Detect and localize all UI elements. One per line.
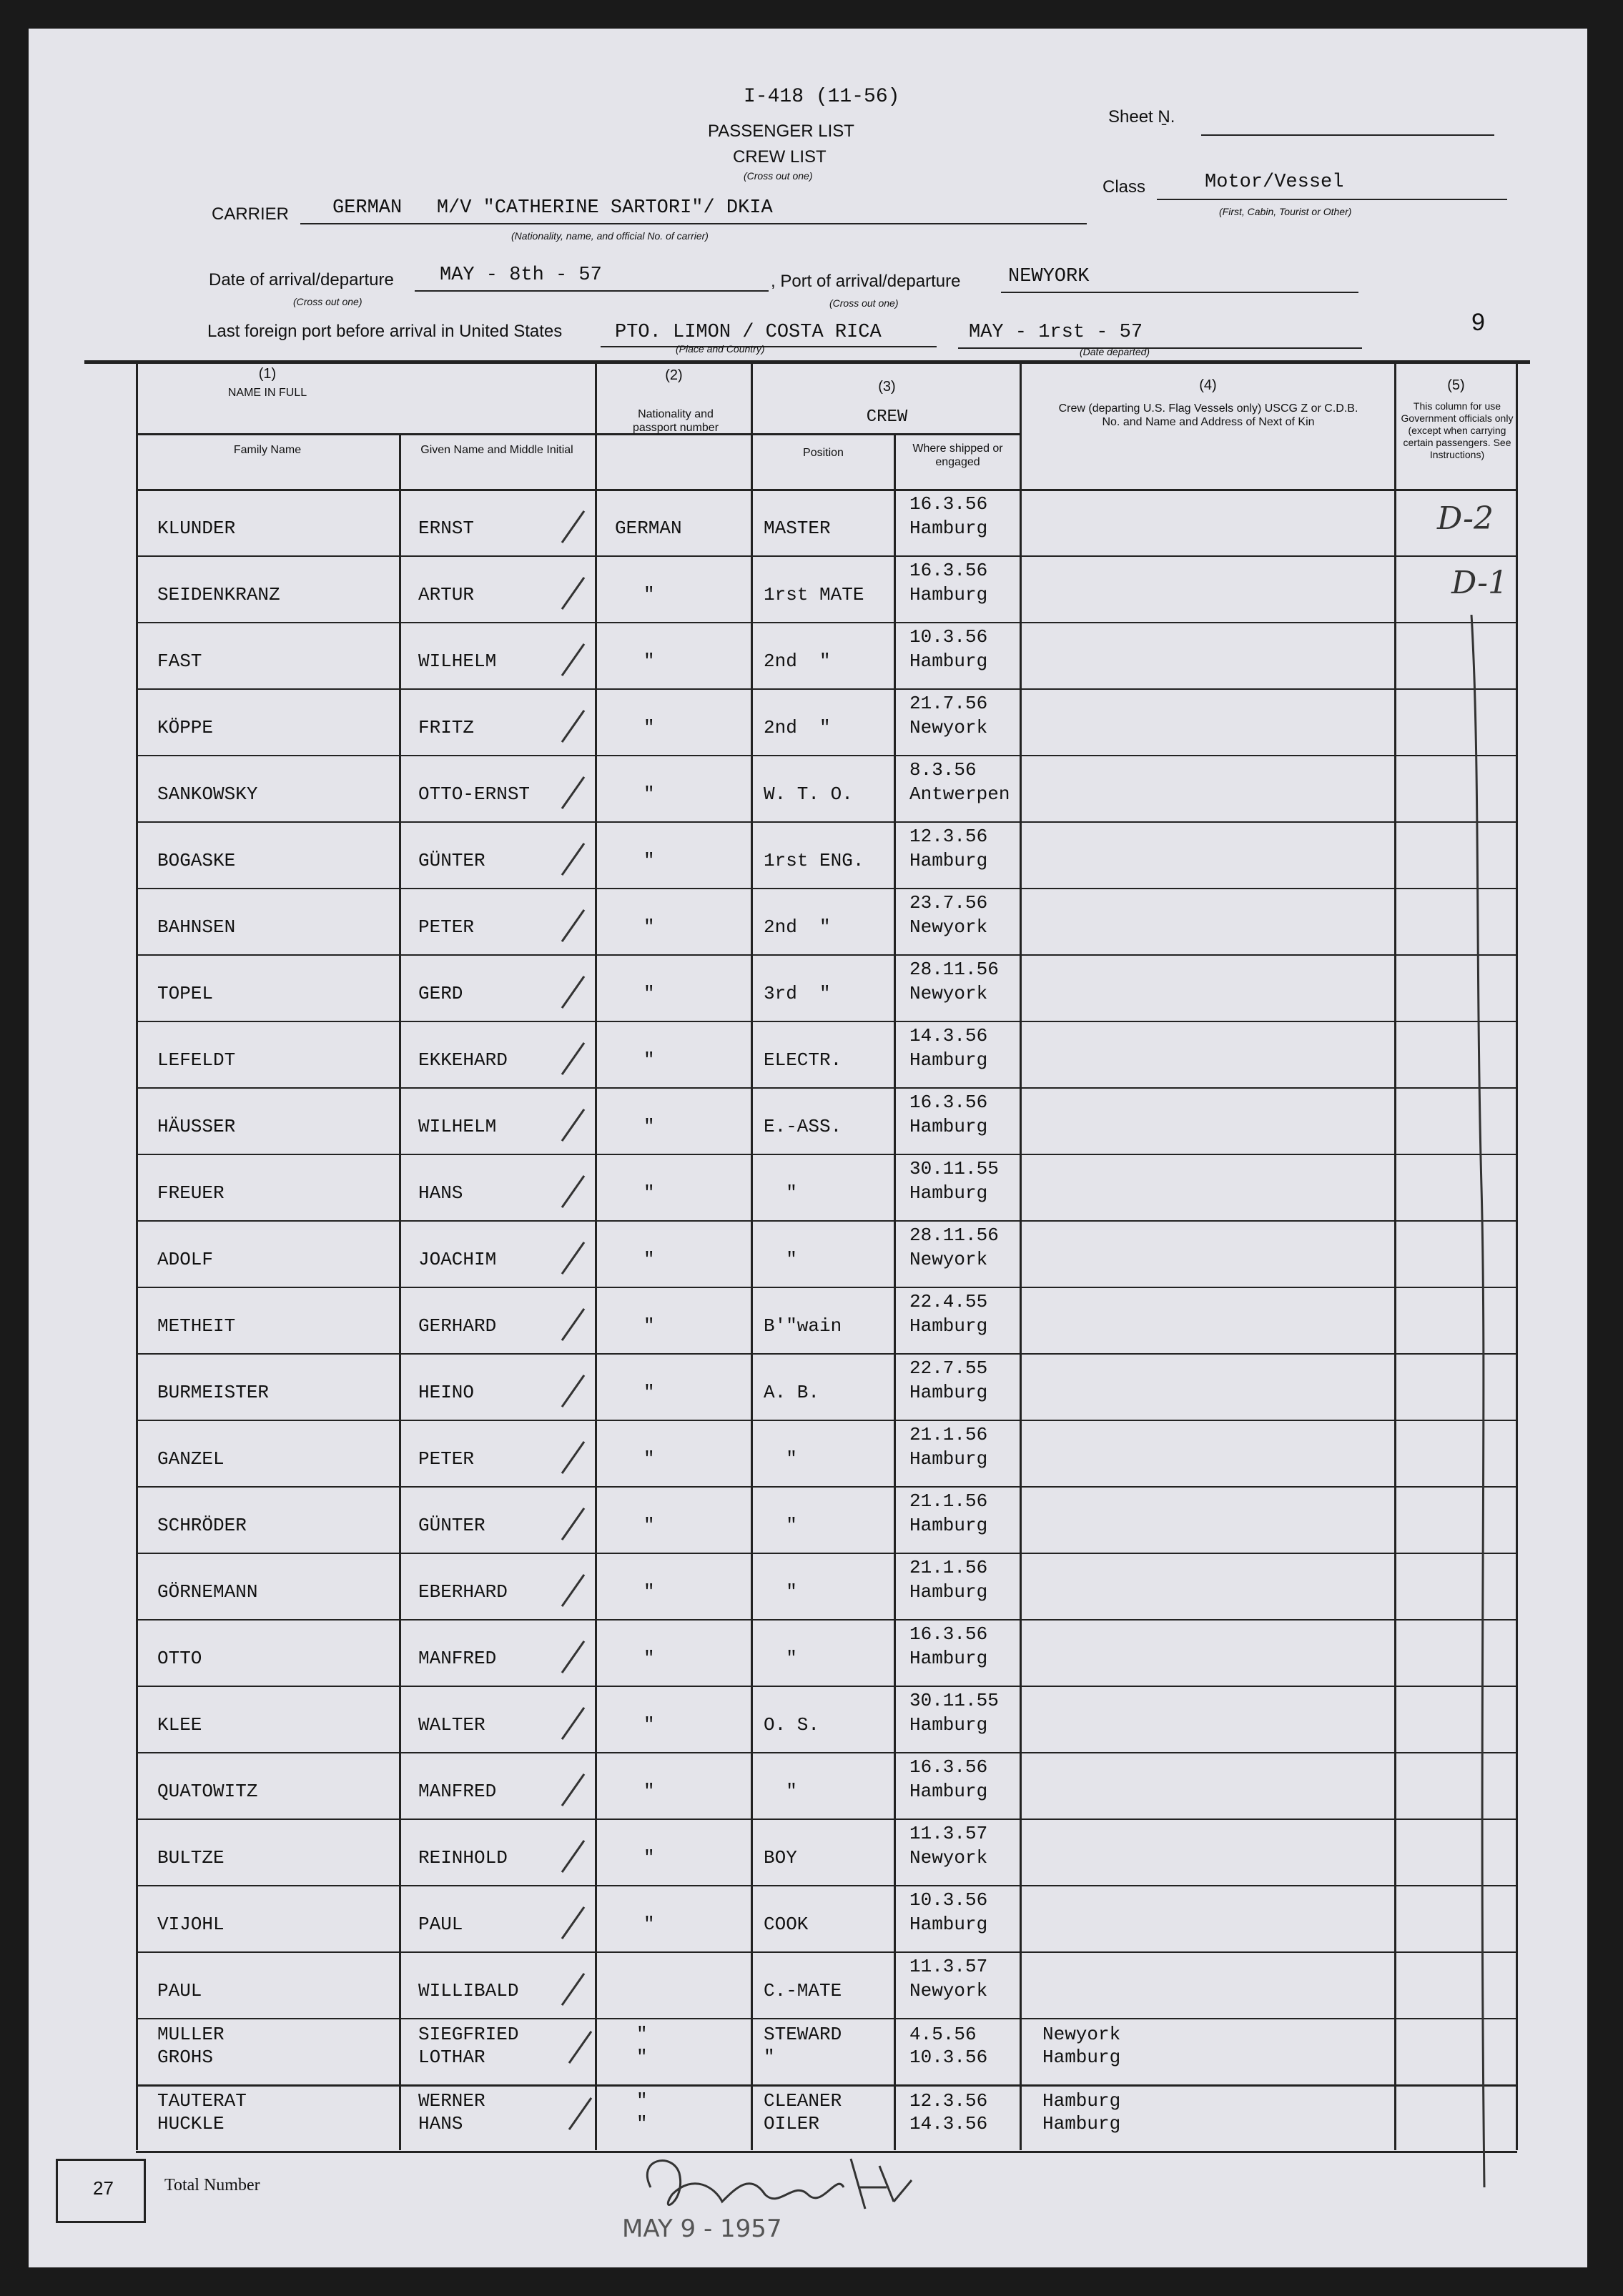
col-line-nat	[751, 363, 753, 2150]
port-label: , Port of arrival/departure	[771, 272, 961, 291]
check-mark	[561, 1308, 585, 1341]
family-name: OTTO	[157, 1648, 202, 1669]
given-name: HANS	[418, 2113, 463, 2134]
nationality: "	[636, 2113, 648, 2134]
position: "	[764, 1581, 797, 1603]
shipped-place: Newyork	[909, 717, 988, 738]
shipped-date: 14.3.56	[909, 1025, 988, 1046]
family-name: GROHS	[157, 2047, 214, 2068]
row-rule	[136, 1686, 1517, 1687]
next-of-kin: Hamburg	[1042, 2047, 1121, 2068]
check-mark	[561, 1109, 585, 1142]
given-name: REINHOLD	[418, 1847, 508, 1869]
shipped-date: 10.3.56	[909, 626, 988, 648]
family-name: ADOLF	[157, 1249, 214, 1270]
position: 2nd "	[764, 717, 831, 738]
shipped-date: 21.7.56	[909, 693, 988, 714]
row-rule	[136, 1885, 1517, 1886]
nationality: "	[643, 1116, 655, 1137]
row-rule	[136, 954, 1517, 956]
family-name: BAHNSEN	[157, 916, 236, 938]
col3-subrule	[751, 433, 1021, 435]
shipped-date: 21.1.56	[909, 1490, 988, 1512]
family-name: KLUNDER	[157, 518, 236, 539]
class-label: Class	[1102, 177, 1146, 197]
class-line	[1157, 199, 1507, 200]
row-rule	[136, 888, 1517, 889]
shipped-date: 10.3.56	[909, 2047, 988, 2068]
nationality: "	[643, 850, 655, 871]
check-mark	[561, 1375, 585, 1407]
shipped-place: Hamburg	[909, 1049, 988, 1071]
nationality: "	[643, 916, 655, 938]
col4-title: Crew (departing U.S. Flag Vessels only) USCG Z or C.D.B. No. and Name and Address of Next of Kin	[1058, 402, 1358, 428]
shipped-date: 23.7.56	[909, 892, 988, 914]
given-name: LOTHAR	[418, 2047, 485, 2068]
table-top-rule	[84, 360, 1530, 364]
col3-title: CREW	[866, 407, 908, 427]
shipped-place: Hamburg	[909, 1515, 988, 1536]
row-rule	[136, 2018, 1517, 2019]
nationality: "	[636, 2047, 648, 2068]
given-name: WILHELM	[418, 1116, 497, 1137]
nationality: "	[643, 650, 655, 672]
position: 2nd "	[764, 650, 831, 672]
received-stamp: MAY 9 - 1957	[622, 2215, 782, 2243]
check-mark	[561, 1042, 585, 1075]
position: 1rst MATE	[764, 584, 864, 605]
header-bottom-rule	[136, 489, 1517, 491]
col3-where-head: Where shipped or engaged	[912, 442, 1003, 468]
col1-given-head: Given Name and Middle Initial	[420, 444, 573, 456]
nationality: "	[643, 1182, 655, 1204]
carrier-label: CARRIER	[212, 204, 290, 224]
nationality: "	[643, 983, 655, 1004]
shipped-date: 11.3.57	[909, 1956, 988, 1977]
col-line-left	[136, 363, 138, 2150]
shipped-date: 21.1.56	[909, 1557, 988, 1578]
check-mark	[561, 1973, 585, 2006]
handwritten-continuation-line	[1466, 615, 1494, 2202]
check-mark	[561, 1707, 585, 1740]
port-value: NEWYORK	[1008, 266, 1090, 287]
annotation-d1: D-1	[1451, 565, 1508, 601]
row-rule	[136, 555, 1517, 557]
row-rule	[136, 1619, 1517, 1620]
last-port-line	[601, 346, 937, 347]
family-name: MULLER	[157, 2024, 225, 2045]
position: BOY	[764, 1847, 797, 1869]
position: O. S.	[764, 1714, 820, 1736]
shipped-date: 16.3.56	[909, 1756, 988, 1778]
shipped-place: Hamburg	[909, 650, 988, 672]
shipped-date: 8.3.56	[909, 759, 977, 781]
last-port-value: PTO. LIMON / COSTA RICA	[615, 322, 882, 343]
check-mark	[561, 909, 585, 942]
col1-title: NAME IN FULL	[227, 387, 307, 399]
check-mark	[561, 710, 585, 743]
given-name: FRITZ	[418, 717, 475, 738]
shipped-place: Newyork	[909, 916, 988, 938]
check-mark	[561, 776, 585, 809]
nationality: "	[643, 1714, 655, 1736]
given-name: HEINO	[418, 1382, 475, 1403]
shipped-place: Antwerpen	[909, 783, 1010, 805]
row-rule	[136, 688, 1517, 690]
passenger-list-title: PASSENGER LIST	[708, 122, 854, 141]
position: "	[764, 1448, 797, 1470]
date-hint: (Cross out one)	[293, 296, 362, 307]
position: 2nd "	[764, 916, 831, 938]
shipped-place: Hamburg	[909, 1648, 988, 1669]
cross-out-hint: (Cross out one)	[744, 170, 813, 182]
given-name: GÜNTER	[418, 1515, 485, 1536]
shipped-date: 16.3.56	[909, 1623, 988, 1645]
row-rule	[136, 1486, 1517, 1488]
shipped-place: Hamburg	[909, 1714, 988, 1736]
shipped-place: Hamburg	[909, 518, 988, 539]
check-mark	[561, 577, 585, 610]
col-line-right	[1516, 363, 1518, 2150]
col3-position-head: Position	[803, 447, 844, 459]
nationality: "	[643, 717, 655, 738]
shipped-place: Newyork	[909, 983, 988, 1004]
nationality: "	[636, 2024, 648, 2045]
position: "	[764, 1515, 797, 1536]
position: STEWARD	[764, 2024, 842, 2045]
class-value: Motor/Vessel	[1205, 172, 1344, 193]
shipped-place: Hamburg	[909, 1581, 988, 1603]
crew-list-document	[29, 29, 1587, 2267]
check-mark	[561, 1840, 585, 1873]
shipped-date: 30.11.55	[909, 1690, 999, 1711]
position: "	[764, 2047, 775, 2068]
row-rule	[136, 1553, 1517, 1554]
shipped-place: Hamburg	[909, 584, 988, 605]
nationality: GERMAN	[615, 518, 682, 539]
shipped-date: 10.3.56	[909, 1889, 988, 1911]
position: MASTER	[764, 518, 831, 539]
family-name: SEIDENKRANZ	[157, 584, 280, 605]
total-label: Total Number	[164, 2176, 260, 2194]
nationality: "	[643, 783, 655, 805]
position: ELECTR.	[764, 1049, 842, 1071]
shipped-date: 30.11.55	[909, 1158, 999, 1179]
shipped-date: 16.3.56	[909, 560, 988, 581]
given-name: MANFRED	[418, 1648, 497, 1669]
position: 3rd "	[764, 983, 831, 1004]
page-number: 9	[1471, 309, 1485, 336]
position: CLEANER	[764, 2090, 842, 2112]
nationality: "	[643, 1049, 655, 1071]
check-mark	[561, 1508, 585, 1540]
port-line	[1001, 292, 1358, 293]
shipped-date: 11.3.57	[909, 1823, 988, 1844]
check-mark	[561, 1441, 585, 1474]
family-name: BURMEISTER	[157, 1382, 270, 1403]
family-name: METHEIT	[157, 1315, 236, 1337]
date-value: MAY - 8th - 57	[440, 264, 602, 286]
nationality: "	[643, 1914, 655, 1935]
next-of-kin: Newyork	[1042, 2024, 1121, 2045]
row-rule	[136, 755, 1517, 756]
col2-number: (2)	[665, 367, 683, 383]
position: COOK	[764, 1914, 809, 1935]
date-departed-value: MAY - 1rst - 57	[969, 322, 1143, 343]
shipped-place: Hamburg	[909, 1382, 988, 1403]
class-hint: (First, Cabin, Tourist or Other)	[1219, 206, 1352, 217]
total-count: 27	[93, 2177, 114, 2199]
col-line-kin	[1394, 363, 1396, 2150]
shipped-date: 4.5.56	[909, 2024, 977, 2045]
position: OILER	[764, 2113, 820, 2134]
check-mark	[561, 1175, 585, 1208]
col-line-where	[1020, 363, 1022, 2150]
family-name: KLEE	[157, 1714, 202, 1736]
given-name: JOACHIM	[418, 1249, 497, 1270]
family-name: BULTZE	[157, 1847, 225, 1869]
nationality: "	[643, 1448, 655, 1470]
check-mark	[561, 1773, 585, 1806]
position: A. B.	[764, 1382, 820, 1403]
nationality: "	[643, 1648, 655, 1669]
family-name: PAUL	[157, 1980, 202, 2001]
position: "	[764, 1249, 797, 1270]
row-rule	[136, 1087, 1517, 1089]
col-line-pos	[894, 435, 896, 2150]
given-name: WILHELM	[418, 650, 497, 672]
shipped-date: 28.11.56	[909, 959, 999, 980]
given-name: SIEGFRIED	[418, 2024, 519, 2045]
date-departed-line	[958, 347, 1362, 349]
sheet-label: Sheet Ṉ.	[1108, 107, 1175, 127]
check-mark	[561, 976, 585, 1009]
row-rule	[136, 1752, 1517, 1753]
shipped-place: Hamburg	[909, 1448, 988, 1470]
nationality: "	[643, 1249, 655, 1270]
col-line-family	[399, 435, 401, 2150]
col-line-given	[595, 363, 597, 2150]
position: "	[764, 1648, 797, 1669]
col1-family-head: Family Name	[233, 444, 302, 456]
col1-number: (1)	[258, 366, 277, 382]
check-mark	[561, 1641, 585, 1673]
given-name: GÜNTER	[418, 850, 485, 871]
next-of-kin: Hamburg	[1042, 2113, 1121, 2134]
col3-number: (3)	[878, 379, 896, 395]
annotation-d2: D-2	[1437, 500, 1494, 537]
nationality: "	[643, 1315, 655, 1337]
shipped-date: 22.7.55	[909, 1357, 988, 1379]
shipped-place: Hamburg	[909, 1182, 988, 1204]
check-mark	[561, 1906, 585, 1939]
family-name: GÖRNEMANN	[157, 1581, 258, 1603]
carrier-line	[300, 223, 1087, 224]
next-of-kin: Hamburg	[1042, 2090, 1121, 2112]
given-name: MANFRED	[418, 1781, 497, 1802]
given-name: WALTER	[418, 1714, 485, 1736]
col5-number: (5)	[1447, 377, 1465, 393]
given-name: ARTUR	[418, 584, 475, 605]
family-name: HUCKLE	[157, 2113, 225, 2134]
row-rule	[136, 1819, 1517, 1820]
check-mark	[568, 2031, 592, 2064]
shipped-place: Newyork	[909, 1249, 988, 1270]
given-name: EBERHARD	[418, 1581, 508, 1603]
row-rule	[136, 1154, 1517, 1155]
port-hint: (Cross out one)	[829, 297, 899, 309]
date-departed-hint: (Date departed)	[1080, 346, 1150, 357]
position: B'"wain	[764, 1315, 842, 1337]
date-line	[415, 290, 769, 292]
given-name: EKKEHARD	[418, 1049, 508, 1071]
shipped-date: 12.3.56	[909, 2090, 988, 2112]
nationality: "	[643, 1847, 655, 1869]
row-rule	[136, 1287, 1517, 1288]
nationality: "	[643, 1382, 655, 1403]
family-name: FREUER	[157, 1182, 225, 1204]
crew-list-title: CREW LIST	[733, 147, 827, 167]
position: "	[764, 1182, 797, 1204]
shipped-date: 16.3.56	[909, 1092, 988, 1113]
col4-number: (4)	[1199, 377, 1217, 393]
check-mark	[561, 510, 585, 543]
given-name: WILLIBALD	[418, 1980, 519, 2001]
nationality: "	[643, 1515, 655, 1536]
row-rule	[136, 821, 1517, 823]
position: "	[764, 1781, 797, 1802]
row-rule	[136, 2084, 1517, 2087]
given-name: HANS	[418, 1182, 463, 1204]
position: 1rst ENG.	[764, 850, 864, 871]
carrier-value: GERMAN M/V "CATHERINE SARTORI"/ DKIA	[332, 197, 773, 219]
given-name: PAUL	[418, 1914, 463, 1935]
given-name: GERHARD	[418, 1315, 497, 1337]
row-rule	[136, 1353, 1517, 1355]
check-mark	[561, 843, 585, 876]
shipped-place: Hamburg	[909, 1914, 988, 1935]
check-mark	[561, 643, 585, 676]
row-rule	[136, 1021, 1517, 1022]
shipped-place: Hamburg	[909, 1116, 988, 1137]
col2-title: Nationality and passport number	[632, 408, 719, 434]
row-rule	[136, 1951, 1517, 1953]
sheet-line	[1201, 134, 1494, 136]
check-mark	[561, 1574, 585, 1607]
family-name: VIJOHL	[157, 1914, 225, 1935]
shipped-place: Hamburg	[909, 850, 988, 871]
date-label: Date of arrival/departure	[209, 270, 394, 290]
given-name: GERD	[418, 983, 463, 1004]
family-name: GANZEL	[157, 1448, 225, 1470]
shipped-place: Newyork	[909, 1847, 988, 1869]
family-name: TOPEL	[157, 983, 214, 1004]
shipped-date: 22.4.55	[909, 1291, 988, 1312]
position: E.-ASS.	[764, 1116, 842, 1137]
family-name: QUATOWITZ	[157, 1781, 258, 1802]
shipped-date: 14.3.56	[909, 2113, 988, 2134]
last-port-hint: (Place and Country)	[676, 343, 765, 355]
last-port-label: Last foreign port before arrival in United States	[207, 322, 563, 341]
shipped-place: Newyork	[909, 1980, 988, 2001]
family-name: BOGASKE	[157, 850, 236, 871]
shipped-date: 28.11.56	[909, 1224, 999, 1246]
shipped-place: Hamburg	[909, 1315, 988, 1337]
given-name: OTTO-ERNST	[418, 783, 531, 805]
nationality: "	[643, 1781, 655, 1802]
row-rule	[136, 622, 1517, 623]
family-name: TAUTERAT	[157, 2090, 247, 2112]
check-mark	[561, 1242, 585, 1275]
shipped-date: 12.3.56	[909, 826, 988, 847]
shipped-place: Hamburg	[909, 1781, 988, 1802]
given-name: PETER	[418, 916, 475, 938]
family-name: SANKOWSKY	[157, 783, 258, 805]
nationality: "	[636, 2090, 648, 2112]
given-name: PETER	[418, 1448, 475, 1470]
nationality: "	[643, 1581, 655, 1603]
family-name: LEFELDT	[157, 1049, 236, 1071]
col5-title: This column for use Government officials only (except when carrying certain passengers. See Instructions)	[1401, 400, 1514, 460]
family-name: FAST	[157, 650, 202, 672]
family-name: SCHRÖDER	[157, 1515, 247, 1536]
row-rule	[136, 1420, 1517, 1421]
given-name: WERNER	[418, 2090, 485, 2112]
carrier-hint: (Nationality, name, and official No. of carrier)	[511, 230, 709, 242]
family-name: KÖPPE	[157, 717, 214, 738]
shipped-date: 16.3.56	[909, 493, 988, 515]
position: W. T. O.	[764, 783, 853, 805]
check-mark	[568, 2097, 592, 2130]
given-name: ERNST	[418, 518, 475, 539]
form-number: I-418 (11-56)	[744, 86, 900, 108]
nationality: "	[643, 584, 655, 605]
row-rule	[136, 1220, 1517, 1222]
family-name: HÄUSSER	[157, 1116, 236, 1137]
shipped-date: 21.1.56	[909, 1424, 988, 1445]
position: C.-MATE	[764, 1980, 842, 2001]
